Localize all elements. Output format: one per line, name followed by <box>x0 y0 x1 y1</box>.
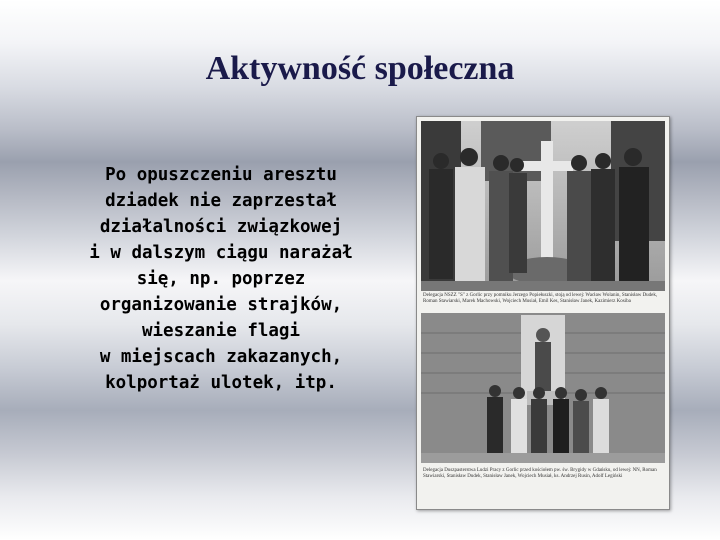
body-line: w miejscach zakazanych, <box>99 347 343 367</box>
slide-title: Aktywność społeczna <box>205 50 515 87</box>
body-line: Po opuszczeniu aresztu <box>105 165 337 185</box>
body-line: wieszanie flagi <box>141 321 301 341</box>
bottom-photo-caption: Delegacja Duszpasterstwa Ludzi Pracy z Gorlic przed kościołem pw. św. Brygidy w Gdańsku, od lewej: NN, Roman Stawiarski, Stanisław Dudek, Stanisław Janek, Wojciech Musiał, ks. Andrzej Rusin, Adolf Legiński <box>423 468 657 480</box>
scanned-photo-page <box>416 116 670 510</box>
photo-monument-group <box>421 121 665 291</box>
body-line: działalności związkowej <box>99 217 343 237</box>
body-line: kolportaż ulotek, itp. <box>105 373 337 393</box>
body-line: organizowanie strajków, <box>99 295 343 315</box>
body-line: i w dalszym ciągu narażał <box>89 243 353 263</box>
body-line: się, np. poprzez <box>136 269 306 289</box>
top-photo-caption: Delegacja NSZZ "S" z Gorlic przy pomniku Jerzego Popiełuszki, stoją od lewej: Wacław Wolanin, Stanisław Dudek, Roman Stawiarski, Marek Machowski, Wojciech Musiał, Emil Kes, Stanisław Janek, Kazimierz Kosiba <box>423 293 658 305</box>
photo-church-group <box>421 313 665 463</box>
body-line: dziadek nie zaprzestał <box>105 191 337 211</box>
slide-body-text <box>40 162 402 396</box>
